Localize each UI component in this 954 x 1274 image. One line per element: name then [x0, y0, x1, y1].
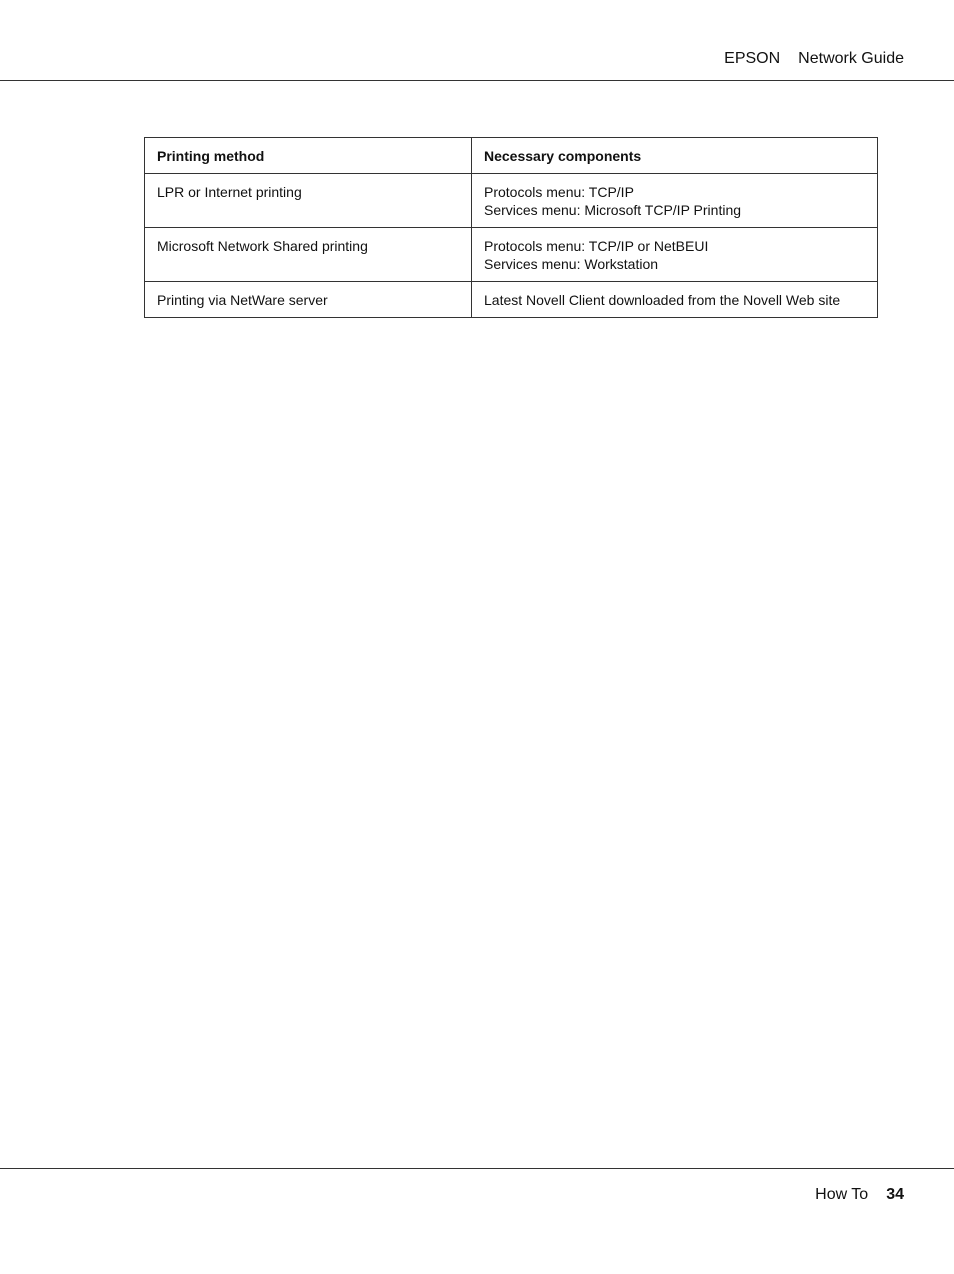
- table-header-row: [145, 138, 878, 174]
- brand-name: EPSON: [724, 50, 781, 67]
- component-line: Protocols menu: TCP/IP or NetBEUI: [484, 238, 709, 254]
- component-line: Services menu: Microsoft TCP/IP Printing: [484, 202, 742, 218]
- table-row: [145, 174, 878, 228]
- component-line: Services menu: Workstation: [484, 256, 659, 272]
- header-divider: [0, 80, 954, 81]
- page-header: [724, 50, 904, 68]
- components-table: [144, 137, 878, 318]
- section-name: How To: [815, 1186, 869, 1203]
- components-cell: [472, 228, 878, 282]
- page-number: 34: [886, 1186, 904, 1203]
- components-cell: [472, 282, 878, 318]
- components-cell: [472, 174, 878, 228]
- column-header-method: Printing method: [145, 138, 472, 174]
- column-header-components: Necessary components: [472, 138, 878, 174]
- component-line: Protocols menu: TCP/IP: [484, 184, 634, 200]
- footer-divider: [0, 1168, 954, 1169]
- method-cell: Microsoft Network Shared printing: [145, 228, 472, 282]
- guide-title: Network Guide: [798, 50, 904, 67]
- table-row: [145, 282, 878, 318]
- component-line: Latest Novell Client downloaded from the Novell Web site: [484, 292, 841, 308]
- method-cell: LPR or Internet printing: [145, 174, 472, 228]
- method-cell: Printing via NetWare server: [145, 282, 472, 318]
- page-footer: [815, 1186, 904, 1204]
- table-row: [145, 228, 878, 282]
